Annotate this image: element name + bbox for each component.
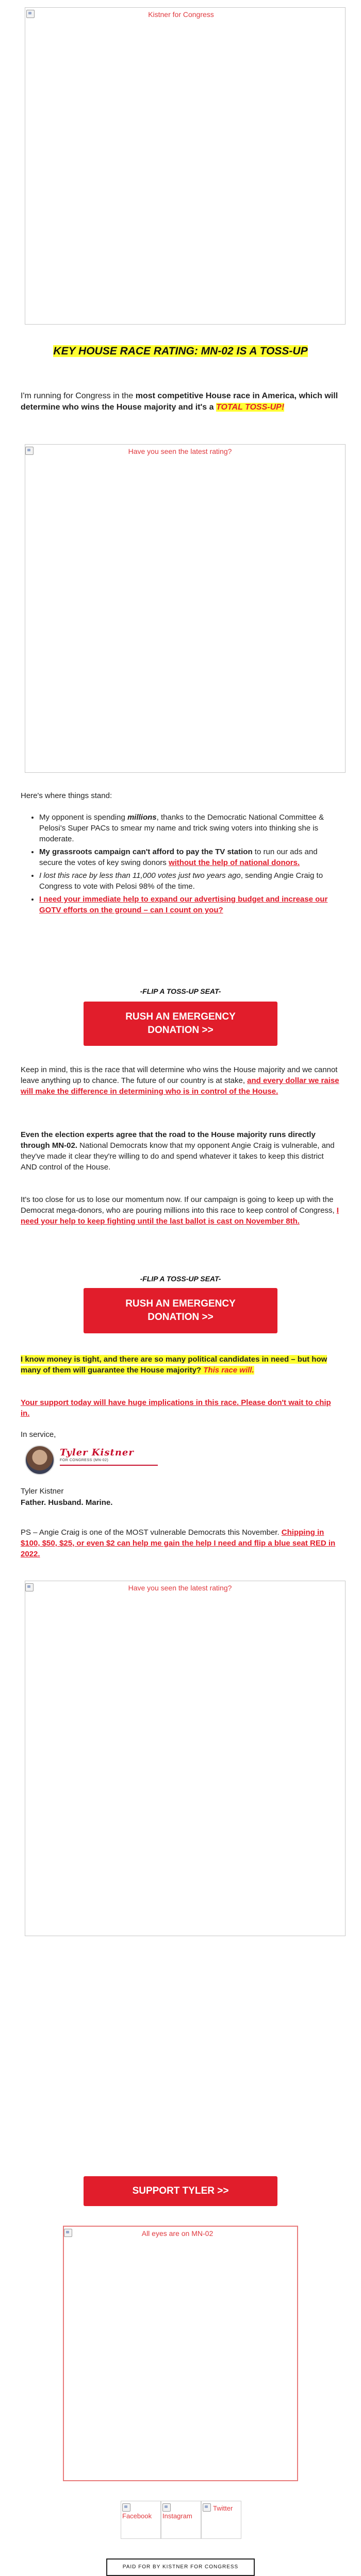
paragraph-1a: Keep in mind, this is the race that will determine who wins the House majority and we cannot leave anything up to chance. The future of our country is at stake, <box>21 1065 338 1085</box>
bullet-1b: millions <box>127 813 157 822</box>
headline-text: KEY HOUSE RACE RATING: MN-02 IS A TOSS-UP <box>53 345 308 357</box>
all-eyes-image-alt: All eyes are on MN-02 <box>141 2229 214 2238</box>
bullet-3b: , sending Angie Craig to Congress to vote with Pelosi 98% of the time. <box>39 871 323 891</box>
instagram-icon[interactable] <box>161 2501 201 2539</box>
intro-text-a: I'm running for Congress in the <box>21 392 136 400</box>
signoff-name: Tyler Kistner <box>21 1487 64 1496</box>
ps-link[interactable]: Chipping in $100, $50, $25, or even $2 can help me gain the help I need and flip a blue seat RED in 2022. <box>21 1528 336 1558</box>
broken-image-icon <box>122 2503 130 2512</box>
emergency-donation-button[interactable] <box>84 1002 277 1046</box>
emergency-donation-button-label: RUSH AN EMERGENCY DONATION >> <box>125 1011 236 1036</box>
paragraph-2b: National Democrats know that my opponent Angie Craig is vulnerable, and they've made it clear they're willing to do and spend whatever it takes to keep this district AND control of the House. <box>21 1141 335 1172</box>
bullet-item <box>39 846 340 868</box>
bullet-4-link[interactable]: I need your immediate help to expand our advertising budget and increase our GOTV efforts on the ground – can I count on you? <box>39 895 328 914</box>
intro-paragraph <box>21 391 340 413</box>
bullet-3a: I lost this race by less than 11,000 votes just two years ago <box>39 871 241 880</box>
headline <box>31 345 330 358</box>
bullet-item <box>39 870 340 892</box>
facebook-icon[interactable] <box>121 2501 161 2539</box>
signature-underline <box>60 1465 158 1466</box>
ps-paragraph <box>21 1527 340 1560</box>
emergency-donation-button-2-label: RUSH AN EMERGENCY DONATION >> <box>125 1298 236 1323</box>
all-eyes-image <box>63 2226 298 2481</box>
bullet-list <box>25 812 340 918</box>
support-paragraph <box>21 1397 340 1419</box>
rating-image-alt: Have you seen the latest rating? <box>128 447 232 455</box>
twitter-alt: Twitter <box>213 2504 233 2512</box>
ps-text-a: PS – Angie Craig is one of the MOST vulnerable Democrats this November. <box>21 1528 282 1537</box>
highlight-paragraph <box>21 1354 340 1376</box>
stand-label: Here's where things stand: <box>21 791 112 800</box>
instagram-alt: Instagram <box>162 2512 192 2520</box>
intro-text-c: TOTAL TOSS-UP! <box>216 403 285 412</box>
twitter-icon[interactable] <box>201 2501 241 2539</box>
support-tyler-button-label: SUPPORT TYLER >> <box>132 2185 229 2196</box>
support-tyler-button[interactable] <box>84 2176 277 2206</box>
bullet-1c: , thanks to the Democratic National Committee & Pelosi's Super PACs to smear my name and trick swing voters into thinking she is moderate. <box>39 813 324 843</box>
bullet-item <box>39 894 340 916</box>
bullet-1a: My opponent is spending <box>39 813 127 822</box>
paragraph-2a: Even the election experts agree that the road to the House majority runs directly through MN-02. <box>21 1130 316 1150</box>
rating-image-2-alt: Have you seen the latest rating? <box>128 1584 232 1592</box>
highlight-text-b: This race will. <box>203 1366 254 1375</box>
broken-image-icon <box>64 2229 72 2237</box>
facebook-alt: Facebook <box>122 2512 152 2520</box>
header-image-alt: Kistner for Congress <box>148 10 214 19</box>
flip-label: -FLIP A TOSS-UP SEAT- <box>140 987 221 995</box>
signature-name: Tyler Kistner <box>60 1447 134 1458</box>
highlight-text-a: I know money is tight, and there are so many political candidates in need – but how many of them will guarantee the House majority? <box>21 1355 327 1375</box>
intro-text-b: most competitive House race in America, which will determine who wins the House majority and it's a <box>21 392 338 412</box>
rating-image <box>25 444 346 773</box>
bullet-item <box>39 812 340 844</box>
broken-image-icon <box>25 1583 34 1591</box>
in-service: In service, <box>21 1430 56 1439</box>
support-link[interactable]: Your support today will have huge implications in this race. Please don't wait to chip in. <box>21 1398 331 1418</box>
bullet-2a: My grassroots campaign can't afford to pay the TV station <box>39 848 253 856</box>
signature-image <box>25 1445 159 1477</box>
paragraph-1-link[interactable]: and every dollar we raise will make the difference in determining who is in control of the House. <box>21 1076 339 1096</box>
emergency-donation-button-2[interactable] <box>84 1288 277 1333</box>
signature-sub: FOR CONGRESS (MN-02) <box>60 1459 109 1462</box>
bullet-2b: to run our ads and secure the votes of key swing donors <box>39 848 318 867</box>
paragraph-3 <box>21 1194 340 1227</box>
flip-label-2: -FLIP A TOSS-UP SEAT- <box>140 1275 221 1283</box>
header-image <box>25 7 346 325</box>
bullet-2-link[interactable]: without the help of national donors. <box>168 858 300 867</box>
paragraph-1 <box>21 1064 340 1097</box>
broken-image-icon <box>25 447 34 455</box>
avatar <box>25 1445 55 1475</box>
signoff-title: Father. Husband. Marine. <box>21 1498 113 1507</box>
paragraph-2 <box>21 1129 340 1173</box>
broken-image-icon <box>162 2503 171 2512</box>
paid-for-disclaimer: PAID FOR BY KISTNER FOR CONGRESS <box>106 2558 255 2576</box>
rating-image-2 <box>25 1581 346 1936</box>
broken-image-icon <box>203 2503 211 2512</box>
paragraph-3-link[interactable]: I need your help to keep fighting until the last ballot is cast on November 8th. <box>21 1206 339 1226</box>
broken-image-icon <box>26 10 35 18</box>
paragraph-3a: It's too close for us to lose our momentum now. If our campaign is going to keep up with the Democrat mega-donors, who are pouring millions into this race to keep control of Congress, <box>21 1195 337 1215</box>
